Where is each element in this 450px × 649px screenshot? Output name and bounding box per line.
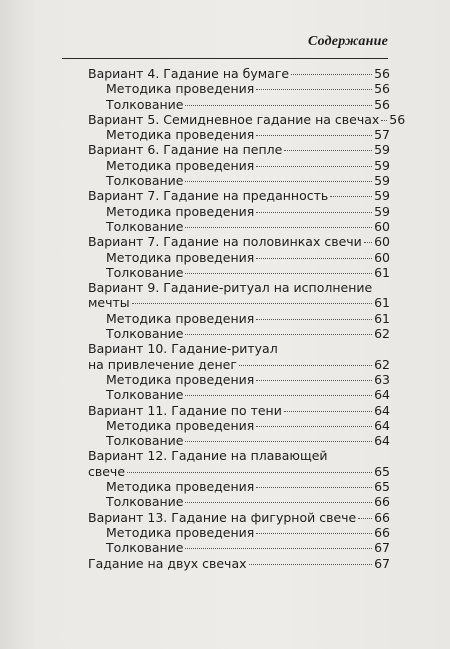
toc-entry-page: 65	[374, 479, 390, 495]
toc-entry-page: 59	[374, 173, 390, 189]
toc-entry-page: 62	[374, 356, 390, 372]
toc-entry-title: Методика проведения	[106, 479, 255, 495]
toc-entry-page: 67	[374, 540, 390, 556]
toc-entry-title: Методика проведения	[106, 524, 255, 540]
dot-leader	[256, 89, 372, 90]
toc-entry-title: Методика проведения	[106, 81, 255, 97]
toc-entry	[88, 250, 390, 265]
toc-entry	[88, 66, 390, 81]
toc-entry-page: 60	[374, 218, 390, 234]
toc-entry-title: Вариант 7. Гадание на преданность	[88, 188, 329, 204]
dot-leader	[185, 395, 372, 396]
toc-entry-page: 61	[374, 295, 390, 311]
toc-entry-title: Методика проведения	[106, 203, 255, 219]
toc-entry-title: Методика проведения	[106, 371, 255, 387]
header-title: Содержание	[308, 34, 388, 49]
toc-entry-page: 59	[374, 157, 390, 173]
toc-entry	[88, 448, 390, 463]
dot-leader	[127, 472, 372, 473]
toc-entry	[88, 173, 390, 188]
toc-entry-title: мечты	[88, 295, 130, 311]
toc-entry	[88, 418, 390, 433]
toc-entry	[88, 464, 390, 479]
toc-entry-page: 63	[374, 371, 390, 387]
toc-entry-page: 59	[374, 188, 390, 204]
toc-entry-page: 61	[374, 310, 390, 326]
toc-entry-title: Вариант 5. Семидневное гадание на свечах	[88, 111, 380, 127]
toc-entry-page: 64	[374, 433, 390, 449]
toc-entry-page: 57	[374, 127, 390, 143]
dot-leader	[185, 548, 372, 549]
toc-entry-page: 66	[374, 509, 390, 525]
dot-leader	[291, 74, 372, 75]
toc-entry-title: Гадание на двух свечах	[88, 555, 247, 571]
dot-leader	[256, 319, 372, 320]
dot-leader	[256, 533, 372, 534]
toc-entry-title: Вариант 12. Гадание на плавающей	[88, 448, 328, 464]
toc-entry	[88, 387, 390, 402]
toc-entry-title: Вариант 10. Гадание-ритуал	[88, 341, 278, 357]
toc-entry	[88, 479, 390, 494]
toc-entry	[88, 494, 390, 509]
dot-leader	[284, 150, 372, 151]
dot-leader	[132, 303, 372, 304]
toc-entry-page: 56	[374, 81, 390, 97]
toc-entry-title: Вариант 6. Гадание на пепле	[88, 142, 283, 158]
dot-leader	[185, 334, 372, 335]
toc-entry-page: 56	[374, 66, 390, 81]
dot-leader	[381, 120, 387, 121]
toc-entry	[88, 127, 390, 142]
dot-leader	[185, 227, 372, 228]
dot-leader	[249, 564, 373, 565]
toc-entry-title: Вариант 13. Гадание на фигурной свече	[88, 509, 357, 525]
toc-entry-title: Методика проведения	[106, 157, 255, 173]
toc-entry-title: Толкование	[106, 387, 184, 403]
dot-leader	[256, 426, 372, 427]
dot-leader	[256, 258, 372, 259]
dot-leader	[239, 365, 372, 366]
toc-entry-title: Методика проведения	[106, 310, 255, 326]
toc-entry-title: Вариант 7. Гадание на половинках свечи	[88, 234, 362, 250]
toc-entry-page: 67	[374, 555, 390, 571]
toc-entry-title: Толкование	[106, 494, 184, 510]
toc-entry	[88, 540, 390, 555]
table-of-contents	[88, 66, 406, 571]
dot-leader	[256, 380, 372, 381]
toc-entry-title: Вариант 11. Гадание по тени	[88, 402, 282, 418]
toc-entry-page: 60	[374, 234, 390, 250]
dot-leader	[185, 181, 372, 182]
toc-entry	[88, 142, 390, 157]
toc-entry-page: 56	[374, 96, 390, 112]
toc-entry	[88, 265, 390, 280]
toc-entry	[88, 188, 390, 203]
dot-leader	[256, 135, 372, 136]
toc-entry	[88, 295, 390, 310]
toc-entry-page: 60	[374, 249, 390, 265]
toc-entry-page: 65	[374, 463, 390, 479]
toc-entry	[88, 433, 390, 448]
toc-entry-title: Толкование	[106, 264, 184, 280]
toc-entry	[88, 234, 390, 249]
toc-entry-title: Методика проведения	[106, 417, 255, 433]
toc-entry	[88, 556, 390, 571]
dot-leader	[256, 487, 372, 488]
toc-entry	[88, 97, 390, 112]
toc-entry	[88, 510, 390, 525]
dot-leader	[330, 196, 372, 197]
toc-entry-page: 59	[374, 203, 390, 219]
toc-entry	[88, 204, 390, 219]
toc-entry	[88, 372, 390, 387]
dot-leader	[364, 242, 372, 243]
toc-entry-title: Толкование	[106, 173, 184, 189]
dot-leader	[185, 105, 372, 106]
toc-entry	[88, 311, 390, 326]
toc-entry-page: 64	[374, 417, 390, 433]
dot-leader	[185, 502, 372, 503]
dot-leader	[284, 411, 372, 412]
toc-entry	[88, 403, 390, 418]
toc-entry-page: 64	[374, 402, 390, 418]
toc-entry-page: 66	[374, 494, 390, 510]
toc-entry	[88, 525, 390, 540]
toc-entry	[88, 111, 406, 127]
toc-entry	[88, 357, 390, 372]
dot-leader	[185, 441, 372, 442]
toc-entry	[88, 219, 390, 234]
dot-leader	[256, 212, 372, 213]
toc-entry-page: 56	[389, 111, 406, 127]
toc-entry-page: 61	[374, 264, 390, 280]
toc-entry	[88, 280, 390, 295]
toc-entry-page: 62	[374, 326, 390, 342]
toc-entry-title: Вариант 9. Гадание-ритуал на исполнение	[88, 280, 373, 296]
toc-entry-title: Вариант 4. Гадание на бумаге	[88, 66, 290, 81]
toc-entry	[88, 81, 390, 96]
toc-entry	[88, 341, 390, 356]
toc-entry-page: 59	[374, 142, 390, 158]
toc-entry-title: на привлечение денег	[88, 356, 237, 372]
toc-entry-title: Толкование	[106, 326, 184, 342]
dot-leader	[358, 518, 372, 519]
toc-entry-title: Толкование	[106, 218, 184, 234]
toc-entry-title: свече	[88, 463, 126, 479]
toc-entry	[88, 158, 390, 173]
toc-entry-title: Толкование	[106, 540, 184, 556]
toc-entry-title: Методика проведения	[106, 127, 255, 143]
toc-entry-page: 64	[374, 387, 390, 403]
toc-entry-page: 66	[374, 524, 390, 540]
dot-leader	[256, 166, 372, 167]
dot-leader	[185, 273, 372, 274]
running-header	[62, 28, 388, 59]
toc-entry-title: Толкование	[106, 433, 184, 449]
toc-entry	[88, 326, 390, 341]
toc-entry-title: Толкование	[106, 96, 184, 112]
toc-entry-title: Методика проведения	[106, 249, 255, 265]
